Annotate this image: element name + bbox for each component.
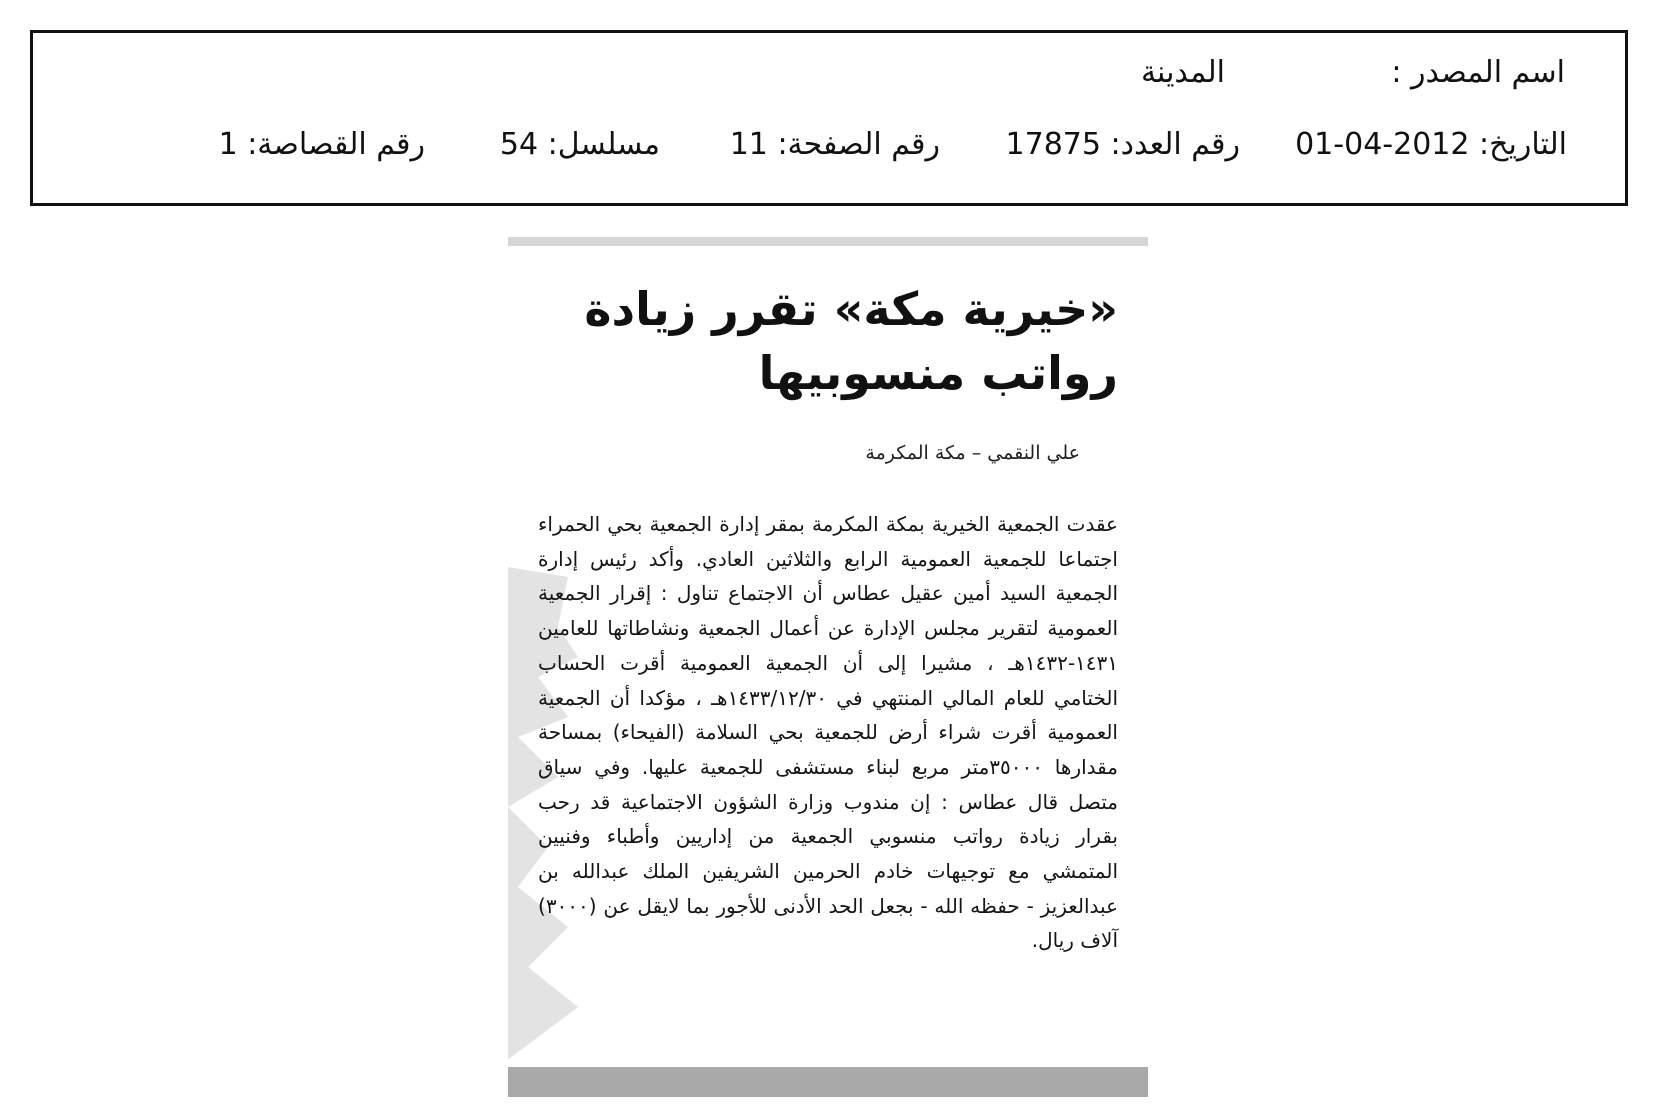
date-field: التاريخ: 2012-04-01 bbox=[1295, 127, 1567, 162]
issue-number-field: رقم العدد: 17875 bbox=[1005, 127, 1240, 162]
newspaper-clipping bbox=[508, 237, 1148, 1097]
clipping-bottom-rule bbox=[508, 1067, 1148, 1097]
page-number-field: رقم الصفحة: 11 bbox=[729, 127, 940, 162]
serial-field: مسلسل: 54 bbox=[499, 127, 660, 162]
article-body: عقدت الجمعية الخيرية بمكة المكرمة بمقر إدارة الجمعية بحي الحمراء اجتماعا للجمعية العمومية الرابع والثلاثين العادي. وأكد رئيس إدارة الجمعية السيد أمين عقيل عطاس أن الاجتماع تناول : إقرار الجمعية العمومية لتقرير مجلس الإدارة عن أعمال الجمعية ونشاطاتها للعامين ١٤٣١-١٤٣٢هـ ، مشيرا إلى أن الجمعية العمومية أقرت الحساب الختامي للعام المالي المنتهي في ١٤٣٣/١٢/٣٠هـ ، مؤكدا أن الجمعية العمومية أقرت شراء أرض للجمعية بحي السلامة (الفيحاء) بمساحة مقدارها ٣٥٠٠٠متر مربع لبناء مستشفى للجمعية عليها. وفي سياق متصل قال عطاس : إن مندوب وزارة الشؤون الاجتماعية قد رحب بقرار زيادة رواتب منسوبي الجمعية من إداريين وأطباء وفنيين المتمشي مع توجيهات خادم الحرمين الشريفين الملك عبدالله بن عبدالعزيز - حفظه الله - بجعل الحد الأدنى للأجور بما لايقل عن (٣٠٠٠) آلاف ريال. bbox=[538, 512, 1118, 953]
article-byline: علي النقمي – مكة المكرمة bbox=[865, 442, 1080, 464]
clipping-header-box bbox=[30, 30, 1628, 206]
source-label: اسم المصدر : bbox=[1391, 55, 1565, 90]
clip-number-field: رقم القصاصة: 1 bbox=[218, 127, 425, 162]
source-value: المدينة bbox=[1140, 55, 1225, 90]
clipping-top-rule bbox=[508, 237, 1148, 246]
article-headline: «خيرية مكة» تقرر زيادة رواتب منسوبيها bbox=[584, 282, 1118, 400]
